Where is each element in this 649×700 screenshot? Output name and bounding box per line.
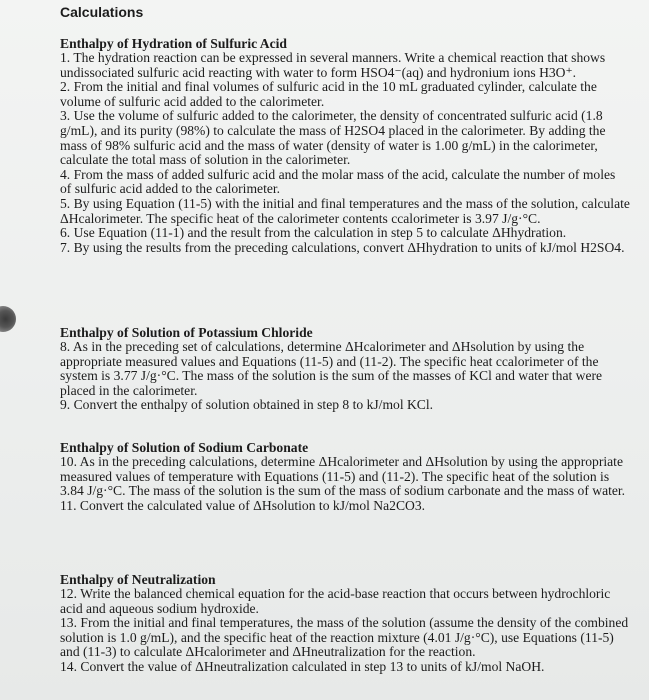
section-kcl (60, 325, 630, 413)
page-title: Calculations (60, 4, 144, 20)
binder-hole-decoration (0, 306, 16, 332)
item-7: 7. By using the results from the preceding calculations, convert ΔHhydration to units of kJ/mol H2SO4. (60, 239, 625, 255)
section-na2co3 (60, 440, 630, 513)
item-11: 11. Convert the calculated value of ΔHsolution to kJ/mol Na2CO3. (60, 497, 426, 513)
section-heading: Enthalpy of Neutralization (60, 572, 216, 587)
item-14: 14. Convert the value of ΔHneutralization calculated in step 13 to units of kJ/mol NaOH. (60, 658, 545, 674)
item-8: 8. As in the preceding set of calculations, determine ΔHcalorimeter and ΔHsolution by using the appropriate measured values and Equations (11-5) and (11-2). The specific heat ccalorimeter of the system is 3.77 J/g·°C. The mass of the solution is the sum of the masses of KCl and water that were placed in the calorimeter. (60, 339, 603, 398)
item-1: 1. The hydration reaction can be expressed in several manners. Write a chemical reaction that shows undissociated sulfuric acid reacting with water to form HSO4⁻(aq) and hydronium ions H3O⁺. (60, 50, 606, 80)
item-9: 9. Convert the enthalpy of solution obtained in step 8 to kJ/mol KCl. (60, 397, 434, 413)
item-12: 12. Write the balanced chemical equation for the acid-base reaction that occurs between hydrochloric acid and aqueous sodium hydroxide. (60, 586, 611, 616)
section-heading: Enthalpy of Hydration of Sulfuric Acid (60, 36, 287, 51)
section-neutralization (60, 572, 630, 675)
item-6: 6. Use Equation (11-1) and the result from the calculation in step 5 to calculate ΔHhydration. (60, 225, 567, 241)
item-3: 3. Use the volume of sulfuric added to the calorimeter, the density of concentrated sulfuric acid (1.8 g/mL), and its purity (98%) to calculate the mass of H2SO4 placed in the calorimeter. By adding the mass of 98% sulfuric acid and the mass of water (density of water is 1.00 g/mL) in the calorimeter, calculate the total mass of solution in the calorimeter. (60, 108, 606, 168)
section-hydration (60, 36, 630, 255)
item-5: 5. By using Equation (11-5) with the initial and final temperatures and the mass of the solution, calculate ΔHcalorimeter. The specific heat of the calorimeter contents ccalorimeter is 3.97 J/g·°C. (60, 195, 630, 226)
section-heading: Enthalpy of Solution of Sodium Carbonate (60, 440, 309, 455)
section-heading: Enthalpy of Solution of Potassium Chloride (60, 325, 313, 340)
item-2: 2. From the initial and final volumes of sulfuric acid in the 10 mL graduated cylinder, calculate the volume of sulfuric acid added to the calorimeter. (60, 79, 597, 109)
item-4: 4. From the mass of added sulfuric acid and the molar mass of the acid, calculate the number of moles of sulfuric acid added to the calorimeter. (60, 166, 616, 197)
item-10: 10. As in the preceding calculations, determine ΔHcalorimeter and ΔHsolution by using the appropriate measured values of temperature with Equations (11-5) and (11-2). The specific heat of the solution is 3.84 J/g·°C. The mass of the solution is the sum of the mass of sodium carbonate and the mass of water. (60, 454, 626, 499)
item-13: 13. From the initial and final temperatures, the mass of the solution (assume the density of the combined solution is 1.0 g/mL), and the specific heat of the reaction mixture (4.01 J/g·°C), use Equations (11-5) and (11-3) to calculate ΔHcalorimeter and ΔHneutralization for the reaction. (60, 615, 629, 660)
